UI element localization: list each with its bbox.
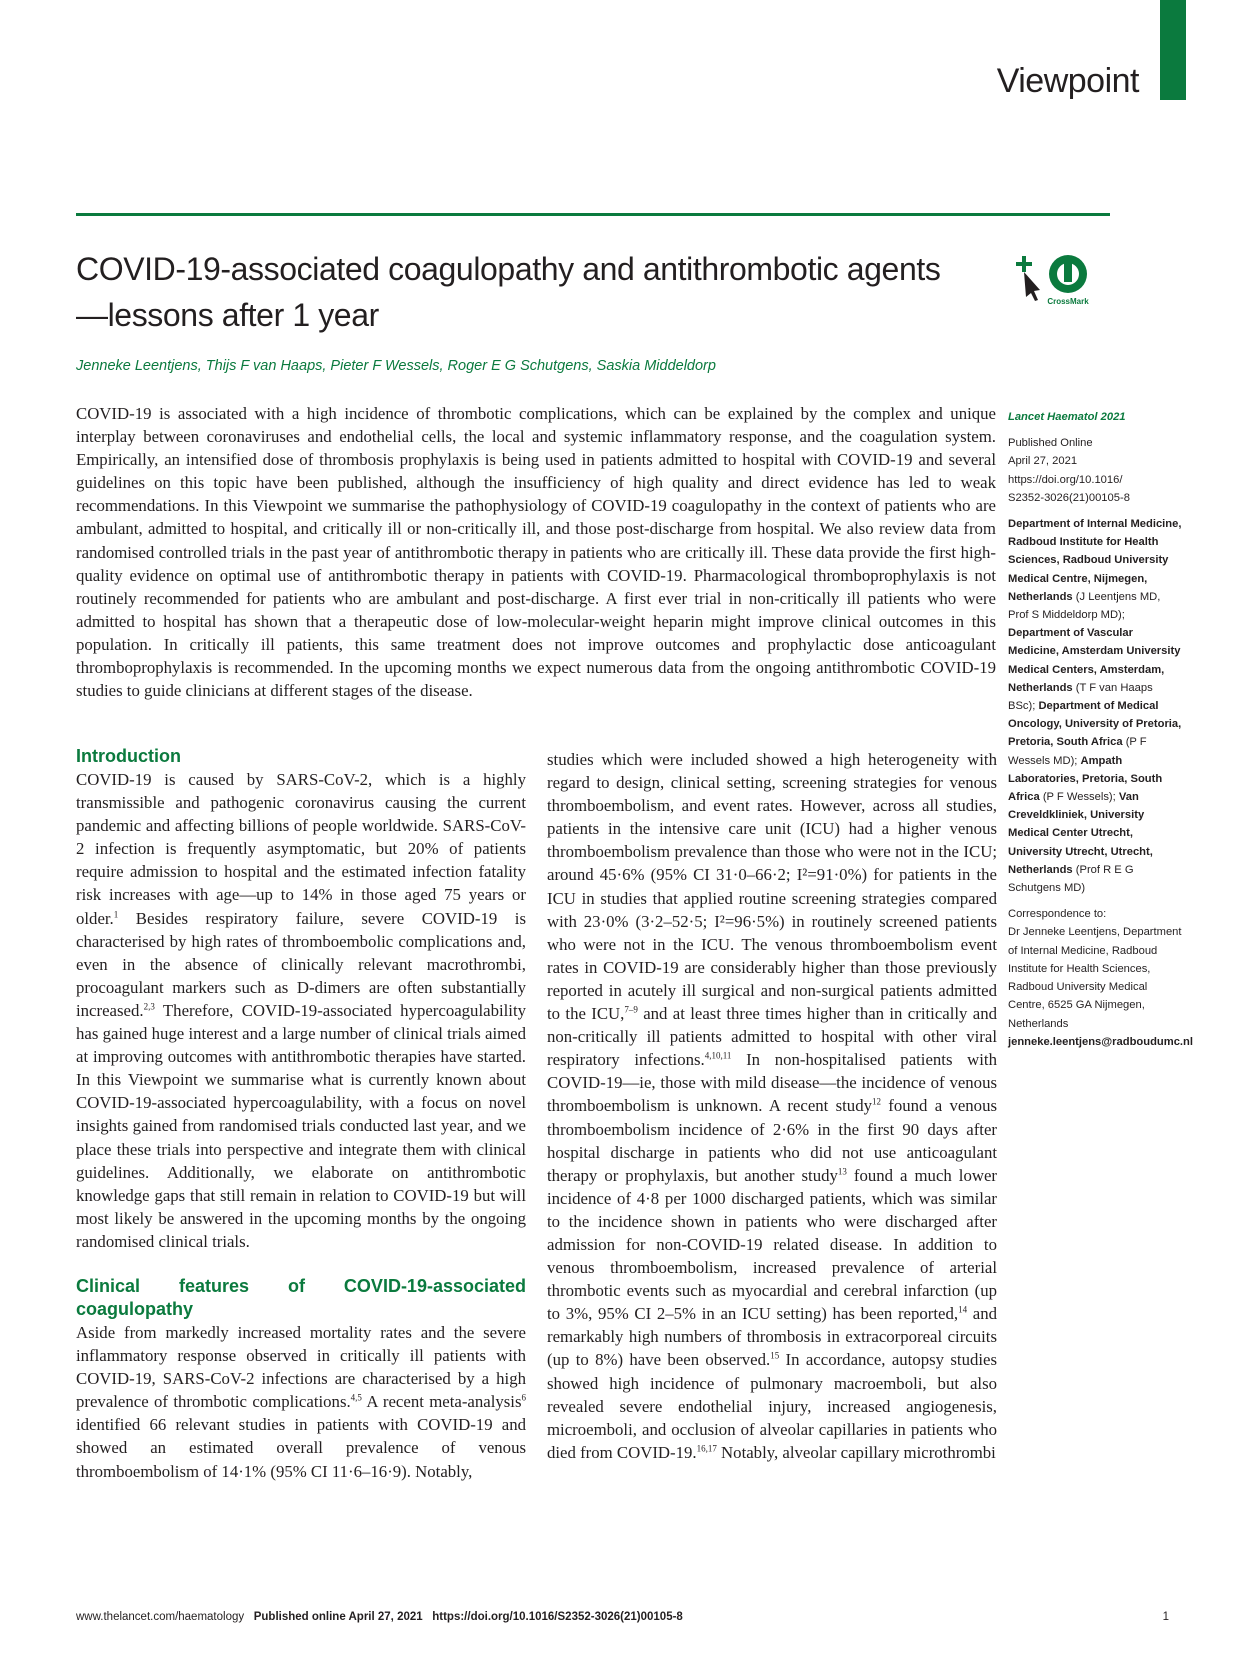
body-text: studies which were included showed a high heterogeneity with regard to design, clinical setting, screening strategies for venous thromboembolism, and event rates. However, across all studies, patients in the intensive care unit (ICU) had a higher venous thromboembolism prevalence than those who were not in the ICU; around 45·6% (95% CI 31·0–66·2; I²=91·0%) for patients in the ICU in studies that applied routine screening strategies compared with 23·0% (3·2–52·5; I²=96·5%) in routinely screened patients who were not in the ICU. The venous thromboembolism event rates in COVID-19 are considerably higher than those previously reported in acutely ill surgical and non-surgical patients admitted to the ICU, <box>547 750 997 1024</box>
affiliation-people: (P F Wessels); <box>1042 791 1116 804</box>
reference-marker[interactable]: 15 <box>770 1350 780 1361</box>
footer-published: Published online April 27, 2021 <box>253 1611 423 1623</box>
affiliation-people: (P F Wessels MD); <box>1008 736 1147 767</box>
body-column-left <box>76 745 526 1483</box>
affiliation-amsterdam: Department of Vascular Medicine, Amsterdam University Medical Centers, Amsterdam, Netherlands <box>1008 627 1181 694</box>
doi-link-part-1[interactable]: https://doi.org/10.1016/ <box>1008 473 1123 486</box>
sidebar-metadata <box>1008 408 1193 1051</box>
body-text: found a much lower incidence of 4·8 per 1000 discharged patients, which was similar to the incidence shown in patients who were discharged after admission for non-COVID-19 related disease. In addition to venous thromboembolism, increased prevalence of arterial thrombotic events such as myocardial and cerebral infarction (up to 3%, 95% CI 2–5% in an ICU setting) has been reported, <box>547 1165 997 1324</box>
body-text: Therefore, COVID-19-associated hypercoagulability has gained huge interest and a large number of clinical trials aimed at improving outcomes with antithrombotic therapies have started. In this Viewpoint we summarise what is currently known about COVID-19-associated hypercoagulability, with a focus on novel insights gained from randomised trials conducted last year, and we place these trials into perspective and integrate them with clinical guidelines. Additionally, we elaborate on antithrombotic knowledge gaps that still remain in relation to COVID-19 but will most likely be answered in the upcoming months by the ongoing randomised clinical trials. <box>76 1000 526 1251</box>
body-text: Notably, alveolar capillary microthrombi <box>716 1442 996 1462</box>
page-number: 1 <box>1162 1611 1169 1623</box>
doi-link-part-2[interactable]: S2352-3026(21)00105-8 <box>1008 491 1130 504</box>
section-color-tab <box>1160 0 1186 100</box>
affiliation-people: (T F van Haaps BSc); <box>1008 681 1153 713</box>
crossmark-label: CrossMark <box>1047 297 1089 306</box>
reference-marker[interactable]: 6 <box>521 1392 526 1403</box>
reference-marker[interactable]: 2,3 <box>143 1001 155 1012</box>
header-rule <box>76 213 1110 216</box>
page-footer <box>76 1611 683 1623</box>
reference-marker[interactable]: 16,17 <box>696 1443 717 1454</box>
footer-site-link[interactable]: www.thelancet.com/haematology <box>76 1611 245 1623</box>
body-text: Aside from markedly increased mortality rates and the severe inflammatory response observed in critically ill patients with COVID-19, SARS-CoV-2 infections are characterised by a high prevalence of thrombotic complications. <box>76 1322 526 1412</box>
affiliation-block <box>1008 515 1183 897</box>
reference-marker[interactable]: 1 <box>113 908 119 919</box>
body-text: found a venous thromboembolism incidence of 2·6% in the first 90 days after hospital discharge in patients who did not use anticoagulant therapy or prophylaxis, but another study <box>547 1096 997 1185</box>
published-online-label: Published Online <box>1008 437 1093 450</box>
correspondence-email[interactable]: jenneke.leentjens@radboudumc.nl <box>1008 1035 1193 1048</box>
affiliation-utrecht: Van Creveldkliniek, University Medical Center Utrecht, University Utrecht, Utrecht, Netherlands <box>1008 791 1153 876</box>
crossmark-cursor-icon <box>1016 256 1040 301</box>
affiliation-pretoria: Department of Medical Oncology, University of Pretoria, Pretoria, South Africa <box>1008 700 1182 749</box>
author-list: Jenneke Leentjens, Thijs F van Haaps, Pieter F Wessels, Roger E G Schutgens, Saskia Middeldorp <box>76 358 716 374</box>
body-text: Besides respiratory failure, severe COVID-19 is characterised by high rates of thromboembolic complications and, even in the absence of clinically relevant macrothrombi, procoagulant markers such as D-dimers are often substantially increased. <box>76 908 526 1020</box>
affiliation-people: (Prof R E G Schutgens MD) <box>1008 863 1134 895</box>
reference-marker[interactable]: 12 <box>871 1096 881 1107</box>
reference-marker[interactable]: 4,5 <box>350 1392 362 1403</box>
body-column-right <box>547 748 997 1464</box>
section-heading-introduction: Introduction <box>76 746 181 766</box>
body-text: and at least three times higher than in critically and non-critically ill patients admitted to hospital with other viral respiratory infections. <box>547 1004 998 1070</box>
section-heading-clinical-features: Clinical features of COVID-19-associated coagulopathy <box>76 1275 526 1319</box>
body-text: COVID-19 is caused by SARS-CoV-2, which is a highly transmissible and pathogenic coronavirus causing the current pandemic and affecting billions of people worldwide. SARS-CoV-2 infection is frequently asymptomatic, but 20% of patients require admission to hospital and the estimated infection fatality risk increases with age—up to 14% in those aged 75 years or older. <box>76 770 526 928</box>
body-text: and remarkably high numbers of thrombosis in extracorporeal circuits (up to 8%) have been observed. <box>547 1304 997 1370</box>
affiliation-ampath: Ampath Laboratories, Pretoria, South Africa <box>1008 754 1163 804</box>
reference-marker[interactable]: 4,10,11 <box>704 1050 732 1061</box>
reference-marker[interactable]: 13 <box>837 1166 847 1177</box>
reference-marker[interactable]: 7–9 <box>624 1004 638 1015</box>
article-title: COVID-19-associated coagulopathy and antithrombotic agents—lessons after 1 year <box>76 251 941 333</box>
abstract: COVID-19 is associated with a high incidence of thrombotic complications, which can be explained by the complex and unique interplay between coronaviruses and endothelial cells, the local and systemic inflammatory response, and the coagulation system. Empirically, an intensified dose of thrombosis prophylaxis is being used in patients admitted to hospital with COVID-19 and several guidelines on this topic have been published, although the insufficiency of high quality and direct evidence has led to weak recommendations. In this Viewpoint we summarise the pathophysiology of COVID-19 coagulopathy in the context of patients who are ambulant, admitted to hospital, and critically ill or non-critically ill, and those post-discharge from hospital. We also review data from randomised controlled trials in the past year of antithrombotic therapy in patients who are critically ill. These data provide the first high-quality evidence on optimal use of antithrombotic therapy in patients with COVID-19. Pharmacological thromboprophylaxis is not routinely recommended for patients who are ambulant and post-discharge. A first ever trial in non-critically ill patients who were admitted to hospital has shown that a therapeutic dose of low-molecular-weight heparin might improve clinical outcomes in this population. In critically ill patients, this same treatment does not improve outcomes and prophylactic dose anticoagulant thromboprophylaxis is recommended. In the upcoming months we expect numerous data from the ongoing antithrombotic COVID-19 studies to guide clinicians at different stages of the disease. <box>76 404 996 701</box>
body-text: A recent meta-analysis <box>361 1392 522 1412</box>
body-text: identified 66 relevant studies in patients with COVID-19 and showed an estimated overall prevalence of venous thromboembolism of 14·1% (95% CI 11·6–16·9). Notably, <box>76 1415 526 1481</box>
body-text: In non-hospitalised patients with COVID-19—ie, those with mild disease—the incidence of venous thromboembolism is unknown. A recent study <box>547 1050 997 1116</box>
correspondence-address: Dr Jenneke Leentjens, Department of Internal Medicine, Radboud Institute for Health Sciences, Radboud University Medical Centre, 6525 GA Nijmegen, Netherlands <box>1008 926 1182 1030</box>
correspondence-label: Correspondence to: <box>1008 908 1107 921</box>
paragraph-introduction <box>76 768 526 1253</box>
affiliation-radboud: Department of Internal Medicine, Radboud Institute for Health Sciences, Radboud University Medical Centre, Nijmegen, Netherlands <box>1008 518 1182 603</box>
crossmark-icon[interactable] <box>1010 250 1100 308</box>
journal-citation: Lancet Haematol 2021 <box>1008 411 1126 423</box>
paragraph-clinical-features <box>76 1321 526 1483</box>
body-text: In accordance, autopsy studies showed high incidence of pulmonary macroemboli, but also revealed severe endothelial injury, increased angiogenesis, microemboli, and occlusion of alveolar capillaries in patients who died from COVID-19. <box>547 1350 997 1462</box>
paragraph-continued <box>547 748 997 1464</box>
publish-date: April 27, 2021 <box>1008 455 1078 468</box>
crossmark-logo-icon <box>1049 255 1087 293</box>
affiliation-people: (J Leentjens MD, Prof S Middeldorp MD); <box>1008 590 1161 622</box>
reference-marker[interactable]: 14 <box>958 1304 968 1315</box>
footer-doi-link[interactable]: https://doi.org/10.1016/S2352-3026(21)00105-8 <box>432 1611 683 1623</box>
section-label: Viewpoint <box>996 62 1139 100</box>
